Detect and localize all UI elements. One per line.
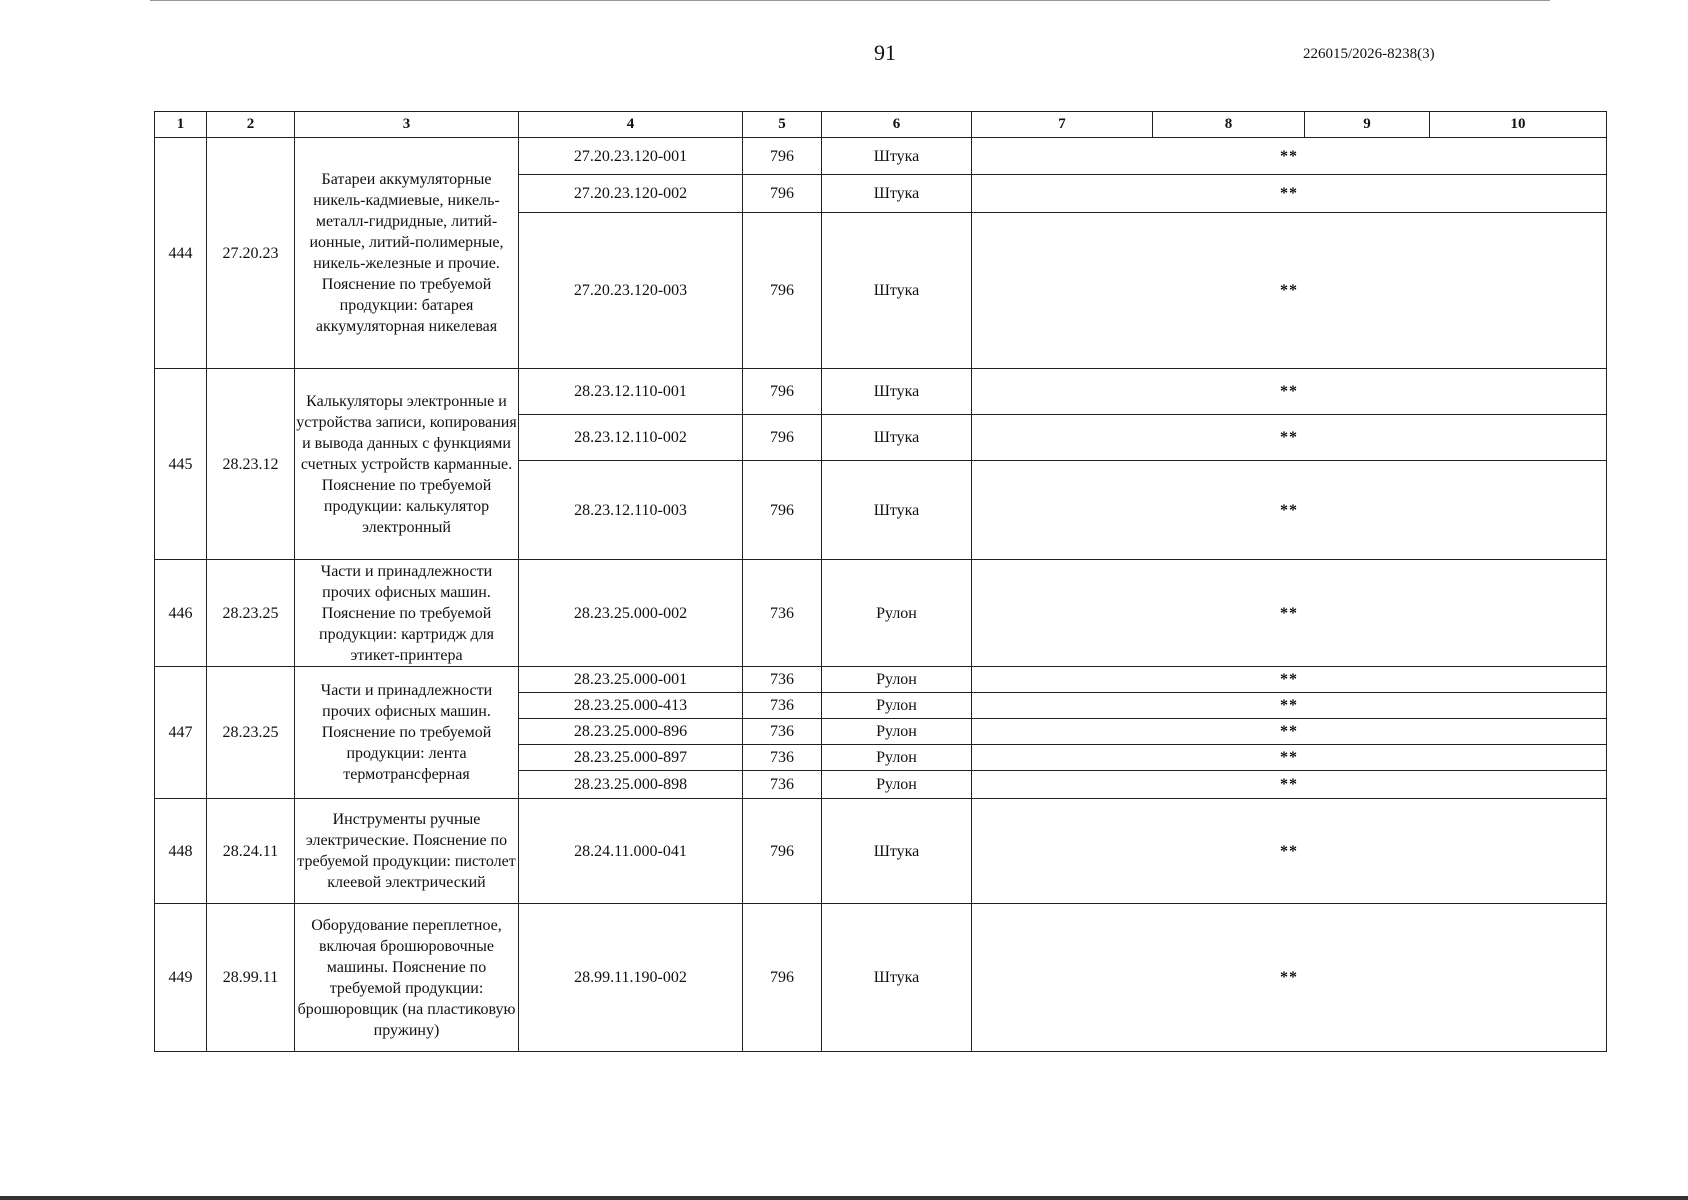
- col-header-10: 10: [1430, 112, 1607, 138]
- okei-code: 796: [743, 415, 822, 461]
- okei-code: 736: [743, 693, 822, 719]
- unit-name: Штука: [822, 461, 972, 560]
- value-cell: **: [972, 799, 1607, 904]
- ktru-code: 28.24.11.000-041: [519, 799, 743, 904]
- okei-code: 796: [743, 175, 822, 213]
- product-description: Калькуляторы электронные и устройства записи, копирования и вывода данных с функциями счетных устройств карманные. Пояснение по требуемой продукции: калькулятор электронный: [295, 369, 519, 560]
- okpd-code: 28.24.11: [207, 799, 295, 904]
- value-cell: **: [972, 719, 1607, 745]
- okpd-code: 28.99.11: [207, 904, 295, 1052]
- ktru-code: 28.99.11.190-002: [519, 904, 743, 1052]
- unit-name: Рулон: [822, 771, 972, 799]
- okei-code: 736: [743, 745, 822, 771]
- ktru-code: 28.23.25.000-001: [519, 667, 743, 693]
- ktru-code: 27.20.23.120-003: [519, 213, 743, 369]
- okei-code: 736: [743, 771, 822, 799]
- okei-code: 736: [743, 560, 822, 667]
- value-cell: **: [972, 667, 1607, 693]
- row-number: 446: [155, 560, 207, 667]
- okei-code: 796: [743, 461, 822, 560]
- product-description: Части и принадлежности прочих офисных машин. Пояснение по требуемой продукции: лента термотрансферная: [295, 667, 519, 799]
- header-row: [155, 112, 1607, 138]
- unit-name: Штука: [822, 369, 972, 415]
- unit-name: Штука: [822, 213, 972, 369]
- col-header-7: 7: [972, 112, 1153, 138]
- unit-name: Штука: [822, 415, 972, 461]
- row-number: 445: [155, 369, 207, 560]
- table-row: [155, 369, 1607, 415]
- unit-name: Штука: [822, 138, 972, 175]
- product-description: Батареи аккумуляторные никель-кадмиевые, никель-металл-гидридные, литий-ионные, литий-полимерные, никель-железные и прочие. Пояснение по требуемой продукции: батарея аккумуляторная никелевая: [295, 138, 519, 369]
- value-cell: **: [972, 369, 1607, 415]
- col-header-1: 1: [155, 112, 207, 138]
- okei-code: 796: [743, 213, 822, 369]
- col-header-4: 4: [519, 112, 743, 138]
- value-cell: **: [972, 745, 1607, 771]
- col-header-9: 9: [1305, 112, 1430, 138]
- row-number: 447: [155, 667, 207, 799]
- value-cell: **: [972, 175, 1607, 213]
- ktru-code: 28.23.25.000-002: [519, 560, 743, 667]
- unit-name: Рулон: [822, 693, 972, 719]
- table-row: [155, 799, 1607, 904]
- col-header-2: 2: [207, 112, 295, 138]
- product-description: Части и принадлежности прочих офисных машин. Пояснение по требуемой продукции: картридж для этикет-принтера: [295, 560, 519, 667]
- value-cell: **: [972, 213, 1607, 369]
- table-row: [155, 138, 1607, 175]
- okpd-code: 28.23.12: [207, 369, 295, 560]
- value-cell: **: [972, 415, 1607, 461]
- row-number: 449: [155, 904, 207, 1052]
- value-cell: **: [972, 771, 1607, 799]
- ktru-code: 28.23.12.110-003: [519, 461, 743, 560]
- unit-name: Рулон: [822, 719, 972, 745]
- ktru-code: 28.23.12.110-002: [519, 415, 743, 461]
- specification-table: [154, 111, 1607, 1052]
- okei-code: 796: [743, 799, 822, 904]
- value-cell: **: [972, 138, 1607, 175]
- unit-name: Рулон: [822, 745, 972, 771]
- top-border-line: [150, 0, 1550, 1]
- okpd-code: 27.20.23: [207, 138, 295, 369]
- col-header-8: 8: [1153, 112, 1305, 138]
- okei-code: 736: [743, 719, 822, 745]
- ktru-code: 28.23.25.000-896: [519, 719, 743, 745]
- okei-code: 796: [743, 138, 822, 175]
- row-number: 448: [155, 799, 207, 904]
- ktru-code: 28.23.25.000-897: [519, 745, 743, 771]
- table-row: [155, 560, 1607, 667]
- page-number: 91: [874, 40, 896, 65]
- okei-code: 736: [743, 667, 822, 693]
- value-cell: **: [972, 560, 1607, 667]
- product-description: Инструменты ручные электрические. Пояснение по требуемой продукции: пистолет клеевой электрический: [295, 799, 519, 904]
- ktru-code: 27.20.23.120-002: [519, 175, 743, 213]
- ktru-code: 28.23.25.000-898: [519, 771, 743, 799]
- okei-code: 796: [743, 904, 822, 1052]
- ktru-code: 28.23.12.110-001: [519, 369, 743, 415]
- table-row: [155, 667, 1607, 693]
- col-header-5: 5: [743, 112, 822, 138]
- okei-code: 796: [743, 369, 822, 415]
- value-cell: **: [972, 461, 1607, 560]
- col-header-6: 6: [822, 112, 972, 138]
- unit-name: Штука: [822, 175, 972, 213]
- ktru-code: 28.23.25.000-413: [519, 693, 743, 719]
- unit-name: Рулон: [822, 560, 972, 667]
- scan-bottom-edge: [0, 1196, 1688, 1200]
- col-header-3: 3: [295, 112, 519, 138]
- value-cell: **: [972, 693, 1607, 719]
- product-description: Оборудование переплетное, включая брошюровочные машины. Пояснение по требуемой продукции: брошюровщик (на пластиковую пружину): [295, 904, 519, 1052]
- row-number: 444: [155, 138, 207, 369]
- ktru-code: 27.20.23.120-001: [519, 138, 743, 175]
- document-code: 226015/2026-8238(3): [1303, 46, 1435, 62]
- unit-name: Штука: [822, 799, 972, 904]
- okpd-code: 28.23.25: [207, 667, 295, 799]
- value-cell: **: [972, 904, 1607, 1052]
- table-row: [155, 904, 1607, 1052]
- unit-name: Рулон: [822, 667, 972, 693]
- unit-name: Штука: [822, 904, 972, 1052]
- okpd-code: 28.23.25: [207, 560, 295, 667]
